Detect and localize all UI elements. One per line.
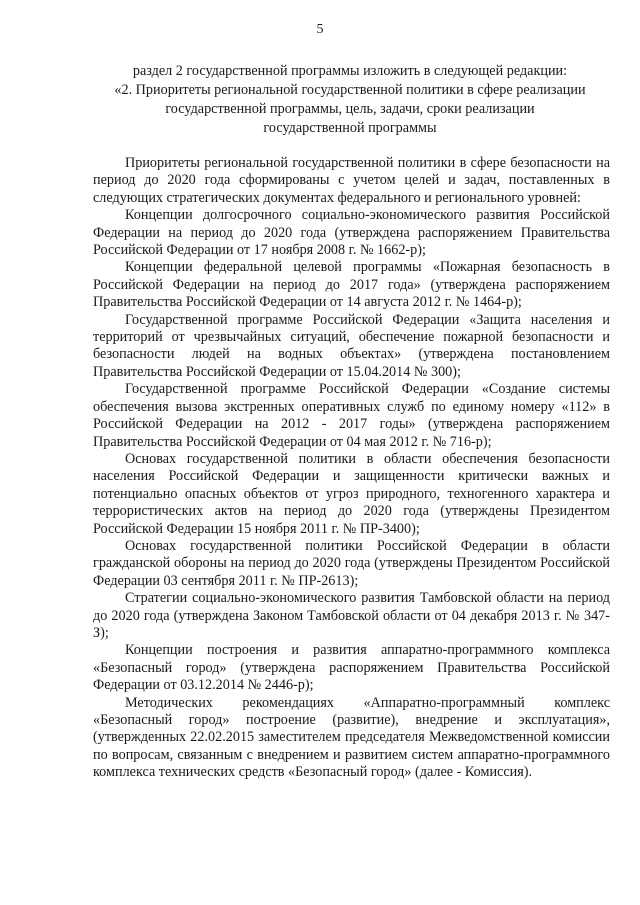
section-heading-line-1: «2. Приоритеты региональной государственной политики в сфере реализации (114, 82, 586, 98)
section-heading-line-2: государственной программы, цель, задачи, сроки реализации (165, 101, 535, 117)
paragraph-112-program: Государственной программе Российской Федерации «Создание системы обеспечения вызова экстренных оперативных служб по единому номеру «112» в Российской Федерации на 2012 - 2017 годы» (утверждена распоряжением Правительства Российской Федерации от 04 мая 2012 г. № 716-р); (93, 381, 610, 450)
paragraph-fire-safety: Концепции федеральной целевой программы «Пожарная безопасность в Российской Федерации на период до 2017 года» (утверждена распоряжением Правительства Российской Федерации от 14 августа 2012 г. № 1464-р); (93, 259, 610, 311)
section-intro (80, 62, 620, 138)
intro-line: раздел 2 государственной программы изложить в следующей редакции: (132, 63, 568, 79)
paragraph-protection-program: Государственной программе Российской Федерации «Защита населения и территорий от чрезвычайных ситуаций, обеспечение пожарной безопасности и безопасности людей на водных объектах» (утверждена постановлением Правительства Российской Федерации от 15.04.2014 № 300); (93, 311, 610, 380)
paragraph-security-basics: Основах государственной политики в области обеспечения безопасности населения Российской Федерации и защищенности критически важных и потенциально опасных объектов от угроз природного, техногенного характера и террористических актов на период до 2020 года (утверждены Президентом Российской Федерации 15 ноября 2011 г. № ПР-3400); (93, 450, 610, 537)
paragraph-tambov-strategy: Стратегии социально-экономического развития Тамбовской области на период до 2020 года (утверждена Законом Тамбовской области от 04 декабря 2013 г. № 347-З); (93, 590, 610, 641)
paragraph-concept-longterm: Концепции долгосрочного социально-экономического развития Российской Федерации на период до 2020 года (утверждена распоряжением Правительства Российской Федерации от 17 ноября 2008 г. № 1662-р); (93, 207, 610, 259)
paragraph-civil-defense: Основах государственной политики Российской Федерации в области гражданской обороны на период до 2020 года (утверждены Президентом Российской Федерации 03 сентября 2011 г. № ПР-2613); (93, 537, 610, 589)
section-heading-line-3: государственной программы (263, 120, 437, 136)
paragraph-safe-city-concept: Концепции построения и развития аппаратно-программного комплекса «Безопасный город» (утверждена распоряжением Правительства Российской Федерации от 03.12.2014 № 2446-р); (93, 642, 610, 694)
paragraph-priorities: Приоритеты региональной государственной политики в сфере безопасности на период до 2020 года сформированы с учетом целей и задач, поставленных в следующих стратегических документах федерального и регионального уровней: (93, 155, 610, 206)
page-number: 5 (316, 22, 324, 37)
paragraph-methodical-recommendations: Методических рекомендациях «Аппаратно-программный комплекс «Безопасный город» построение (развитие), внедрение и эксплуатация», (утвержденных 22.02.2015 заместителем председателя Межведомственной комиссии по вопросам, связанным с внедрением и развитием систем аппаратно-программного комплекса технических средств «Безопасный город» (далее - Комиссия). (93, 694, 610, 781)
document-body (93, 155, 610, 782)
